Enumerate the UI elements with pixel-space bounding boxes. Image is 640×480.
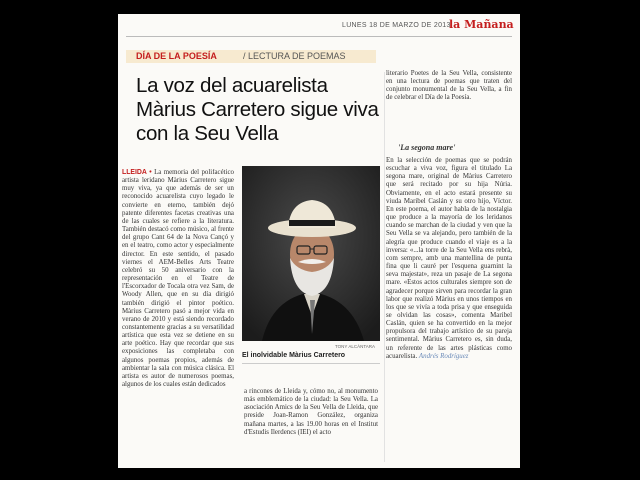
article-column-3-bottom — [386, 157, 512, 460]
article-text-1: La memoria del polifacético artista leridano Màrius Carretero sigue muy viva, ya que además de ser un reconocido acuarelista cuyo legado le convierte en eterno, también dejó patente diferentes facetas creativas una de las cuales se refiere a la literatura. También destacó como músico, al frente del grupo Cant 64 de la Nova Cançó y en el teatro, como actor y especialmente director. En este sentido, el pasado viernes el AEM-Belles Arts Teatre celebró su 50 aniversario con la representación en el Teatre de l'Escorxador de Tocala otra vez Sam, de Woody Allen, que en su día dirigió también dirigió el pintor poético. Màrius Carretero pasó a mejor vida en verano de 2010 y está siendo recordado constantemente gracias a su versatilidad artística que esta vez se detiene en su arte poético. Hay que recordar que sus exposiciones las completaba con algunos poemas propios, además de ambientar la sala con música clásica. El artista es autor de numerosos poemas, algunos de los cuales están dedicados — [122, 169, 234, 389]
masthead-rule — [126, 36, 512, 37]
photo-credit: TONY ALCÀNTARA — [335, 344, 376, 349]
article-column-1 — [122, 169, 234, 459]
masthead-date: LUNES 18 DE MARZO DE 2013 — [342, 22, 451, 29]
photo-caption: El inolvidable Màrius Carretero — [242, 352, 346, 359]
article-column-2: a rincones de Lleida y, cómo no, al monumento más emblemático de la ciudad: la Seu Vella. La asociación Amics de la Seu Vella de Lleida, que preside Joan-Ramon González, organiza mañana martes, a las 19.00 horas en el Institut d'Estudis Ilerdencs (IEI) el acto — [244, 388, 378, 436]
article-headline: La voz del acuarelista Màrius Carretero sigue viva con la Seu Vella — [136, 74, 379, 145]
dateline: LLEIDA • — [122, 169, 152, 176]
byline: Andrés Rodríguez — [418, 352, 469, 360]
caption-rule — [242, 363, 380, 364]
portrait-illustration — [242, 166, 380, 341]
section-title: DÍA DE LA POESÍA — [136, 51, 217, 61]
article-text-3: En la selección de poemas que se podrán escuchar a viva voz, figura el titulado La segona mare, original de Màrius Carretero que será recitado por su hija Núria. Obviamente, en el acto estará presente su viuda Maribel Caslán y su otro hijo, Víctor. En este poema, el autor habla de la nostalgia que produce a la mayoría de los leridanos cuando se marchan de la ciudad y ven que la Seu Vella se va alejando, pero también de la alegría que produce cuando el viaje es a la inversa: «...la torre de la Seu Vella ens rebrà, com sempre, amb una mantellina de punta fina que li cauré per l'esquena guarnint la seva majestat», reza un pasaje de La segona mare. «Estos actos culturales siempre son de agradecer porque sirven para recordar la gran labor que realizó Màrius en unos tiempos en los que se vivía a toda prisa y que enseguida se olvidan las cosas», comenta Maribel Caslán, quien se ha convertido en la mejor propulsora del trabajo artístico de su pareja sentimental. Màrius Carretero es, sin duda, un referente de las artes plásticas como acuarelista. — [386, 157, 512, 360]
column-divider — [384, 72, 385, 462]
newspaper-page — [118, 14, 520, 468]
article-column-3-top: literario Poetes de la Seu Vella, consistente en una lectura de poemas que traten del conjunto monumental de la Seu Vella, a fin de celebrar el Día de la Poesía. — [386, 70, 512, 102]
portrait-photo — [242, 166, 380, 341]
section-subtitle: / LECTURA DE POEMAS — [243, 51, 346, 61]
newspaper-logo: la Mañana — [449, 18, 514, 31]
article-subhead: 'La segona mare' — [398, 143, 456, 152]
